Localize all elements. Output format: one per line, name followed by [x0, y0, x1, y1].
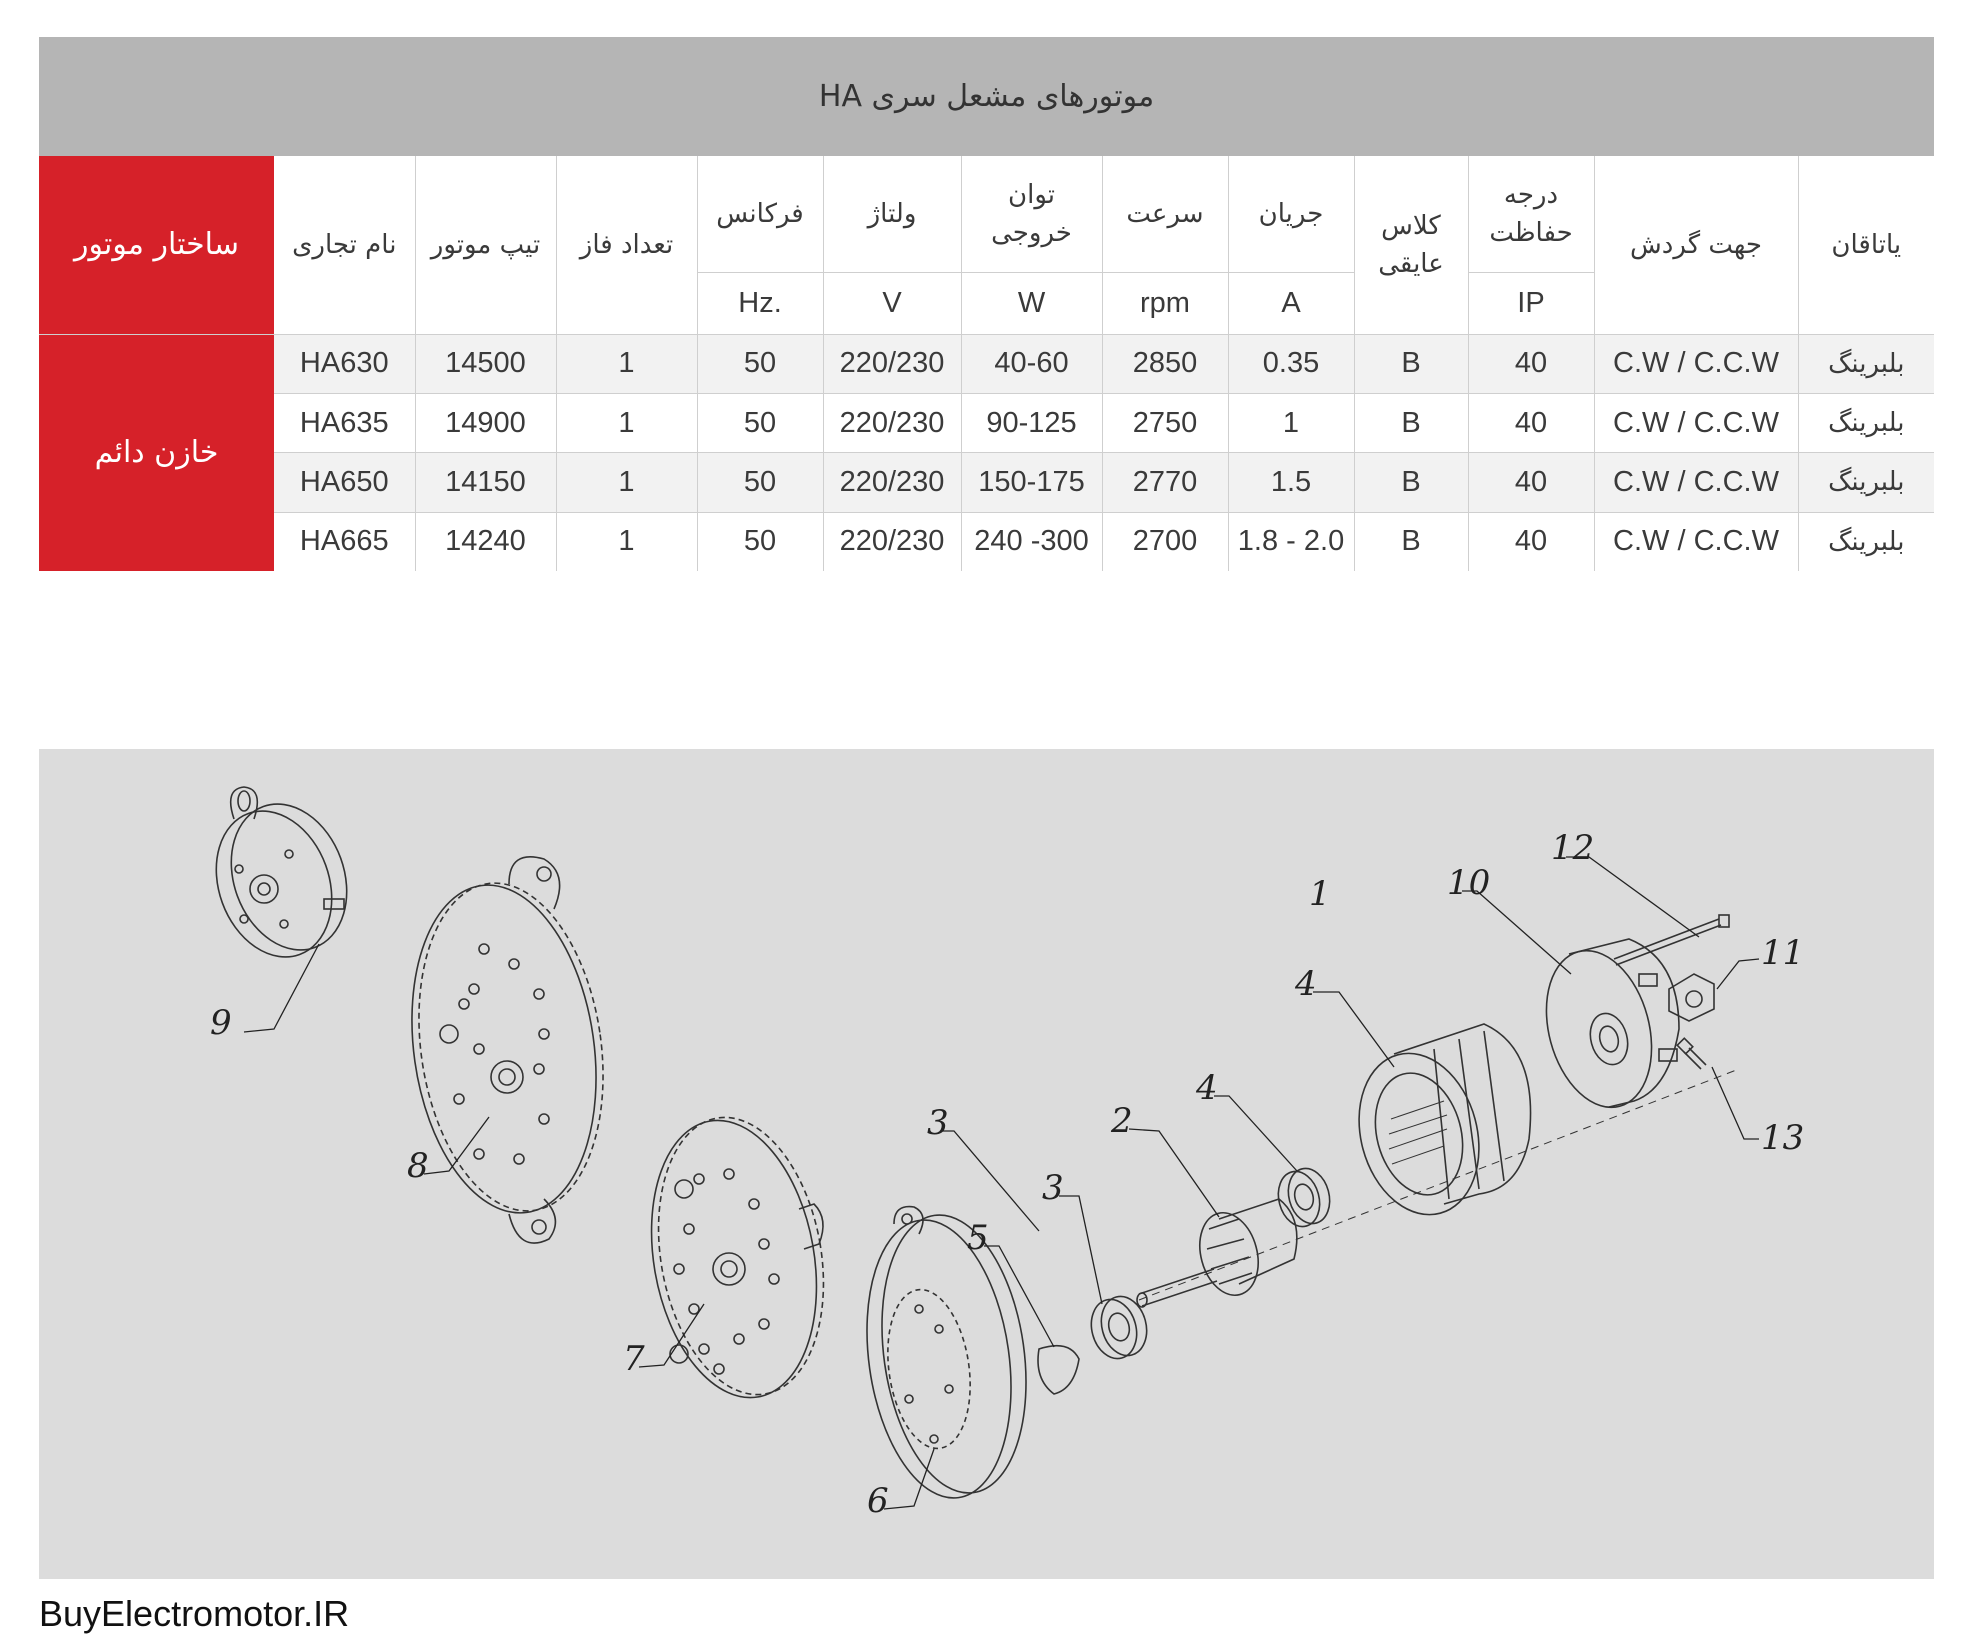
header-structure: ساختار موتور	[39, 156, 274, 335]
part-9-end-cover	[197, 787, 367, 973]
part-6-front-shield	[850, 1206, 1043, 1508]
header-protection	[1468, 156, 1594, 273]
table-row	[39, 334, 1934, 393]
cell-power: 90-125	[961, 393, 1102, 452]
unit-speed: rpm	[1102, 273, 1228, 334]
callout-3: 3	[927, 1103, 949, 1143]
callout-13: 13	[1761, 1118, 1805, 1158]
unit-frequency: Hz.	[697, 273, 823, 334]
callout-11: 11	[1761, 933, 1805, 973]
callout-labels	[210, 828, 1804, 1521]
cell-motor-type: 14500	[415, 334, 556, 393]
cell-trade-name: HA635	[274, 393, 415, 452]
header-insulation-line2: عایقی	[1378, 248, 1444, 279]
unit-current: A	[1228, 273, 1354, 334]
header-insulation-line1: کلاس	[1381, 210, 1441, 241]
footer-watermark: BuyElectromotor.IR	[39, 1593, 350, 1634]
table-row	[39, 453, 1934, 512]
cell-bearing: بلبرینگ	[1798, 393, 1934, 452]
part-4-front-bearing	[1085, 1291, 1153, 1363]
cell-current: 1	[1228, 393, 1354, 452]
header-trade-name: نام تجاری	[274, 156, 415, 335]
cell-trade-name: HA630	[274, 334, 415, 393]
cell-power: 40-60	[961, 334, 1102, 393]
header-motor-type: تیپ موتور	[415, 156, 556, 335]
cell-power: 150-175	[961, 453, 1102, 512]
callout-8: 8	[407, 1146, 429, 1186]
header-phases: تعداد فاز	[556, 156, 697, 335]
cell-insulation: B	[1354, 334, 1468, 393]
callout-7: 7	[623, 1339, 645, 1379]
cell-current: 0.35	[1228, 334, 1354, 393]
cell-speed: 2700	[1102, 512, 1228, 571]
cell-ip: 40	[1468, 393, 1594, 452]
cell-trade-name: HA650	[274, 453, 415, 512]
cell-current: 1.8 - 2.0	[1228, 512, 1354, 571]
cell-ip: 40	[1468, 512, 1594, 571]
unit-protection: IP	[1468, 273, 1594, 334]
cell-insulation: B	[1354, 512, 1468, 571]
cell-frequency: 50	[697, 393, 823, 452]
header-voltage: ولتاژ	[823, 156, 961, 273]
cell-motor-type: 14240	[415, 512, 556, 571]
callout-1: 1	[1309, 874, 1331, 914]
header-protection-line1: درجه	[1503, 179, 1559, 210]
cell-rotation: C.W / C.C.W	[1594, 334, 1798, 393]
cell-insulation: B	[1354, 453, 1468, 512]
cell-voltage: 220/230	[823, 393, 961, 452]
cell-speed: 2770	[1102, 453, 1228, 512]
cell-ip: 40	[1468, 453, 1594, 512]
structure-value: خازن دائم	[39, 334, 274, 571]
cell-insulation: B	[1354, 393, 1468, 452]
cell-rotation: C.W / C.C.W	[1594, 393, 1798, 452]
table-row	[39, 512, 1934, 571]
callout-4-rear: 4	[1295, 964, 1317, 1004]
cell-frequency: 50	[697, 334, 823, 393]
cell-rotation: C.W / C.C.W	[1594, 512, 1798, 571]
cell-voltage: 220/230	[823, 453, 961, 512]
header-protection-line2: حفاظت	[1489, 217, 1573, 248]
cell-motor-type: 14900	[415, 393, 556, 452]
callout-2: 2	[1111, 1101, 1133, 1141]
header-bearing: یاتاقان	[1798, 156, 1934, 335]
callout-4-front: 4	[1196, 1068, 1218, 1108]
header-power-line2: خروجی	[991, 217, 1072, 248]
cell-trade-name: HA665	[274, 512, 415, 571]
cell-current: 1.5	[1228, 453, 1354, 512]
cell-bearing: بلبرینگ	[1798, 334, 1934, 393]
cell-phases: 1	[556, 453, 697, 512]
cell-motor-type: 14150	[415, 453, 556, 512]
spec-table	[39, 37, 1934, 571]
callout-6: 6	[867, 1481, 889, 1521]
cell-voltage: 220/230	[823, 512, 961, 571]
cell-power: 240 -300	[961, 512, 1102, 571]
callout-9: 9	[210, 1003, 232, 1043]
cell-bearing: بلبرینگ	[1798, 453, 1934, 512]
part-5-circlip	[1038, 1346, 1079, 1394]
header-insulation	[1354, 156, 1468, 335]
callout-5: 5	[967, 1218, 989, 1258]
exploded-view-drawing	[39, 749, 1934, 1579]
table-title: موتورهای مشعل سری HA	[39, 37, 1934, 156]
callout-10: 10	[1447, 863, 1491, 903]
header-rotation: جهت گردش	[1594, 156, 1798, 335]
callout-3b: 3	[1042, 1168, 1064, 1208]
callout-12: 12	[1551, 828, 1595, 868]
exploded-view-diagram	[39, 749, 1934, 1579]
part-13-screw	[1677, 1038, 1706, 1069]
cell-bearing: بلبرینگ	[1798, 512, 1934, 571]
table-row	[39, 393, 1934, 452]
header-frequency: فرکانس	[697, 156, 823, 273]
part-4-rear-bearing	[1272, 1164, 1335, 1231]
cell-phases: 1	[556, 393, 697, 452]
header-current: جریان	[1228, 156, 1354, 273]
cell-speed: 2850	[1102, 334, 1228, 393]
cell-phases: 1	[556, 334, 697, 393]
cell-frequency: 50	[697, 453, 823, 512]
cell-rotation: C.W / C.C.W	[1594, 453, 1798, 512]
header-power	[961, 156, 1102, 273]
cell-speed: 2750	[1102, 393, 1228, 452]
cell-phases: 1	[556, 512, 697, 571]
header-power-line1: توان	[1008, 179, 1055, 210]
unit-power: W	[961, 273, 1102, 334]
cell-frequency: 50	[697, 512, 823, 571]
part-10-rear-bell	[1530, 939, 1679, 1119]
part-1-stator	[1342, 1024, 1531, 1228]
header-speed: سرعت	[1102, 156, 1228, 273]
cell-voltage: 220/230	[823, 334, 961, 393]
part-2-rotor	[1137, 1199, 1297, 1307]
cell-ip: 40	[1468, 334, 1594, 393]
unit-voltage: V	[823, 273, 961, 334]
